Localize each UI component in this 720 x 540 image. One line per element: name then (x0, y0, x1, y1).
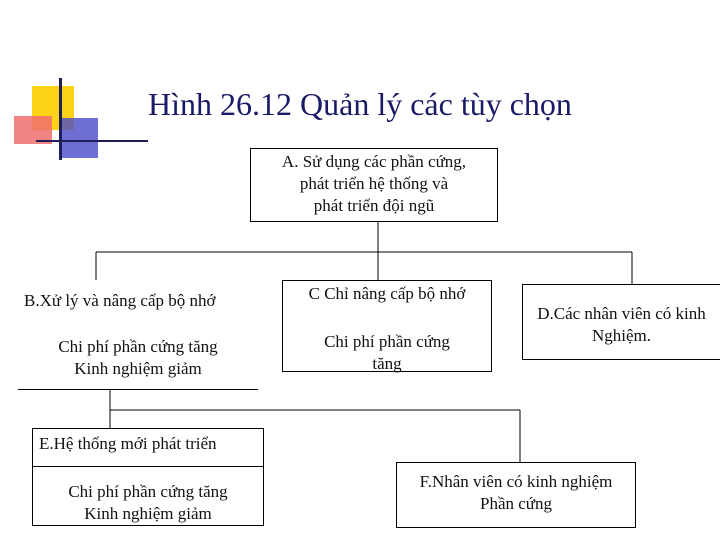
node-c (282, 280, 492, 372)
node-e-detail-line: Chi phí phần cứng tăng (68, 482, 228, 501)
page-title: Hình 26.12 Quản lý các tùy chọn (148, 86, 572, 122)
node-e-detail-line: Kinh nghiệm giảm (84, 504, 212, 523)
node-f-line: F.Nhân viên có kinh nghiệm (419, 472, 613, 491)
node-a-line: phát triển đội ngũ (313, 196, 435, 215)
node-b-detail-line: Chi phí phần cứng tăng (58, 337, 218, 356)
node-c-heading: C Chỉ nâng cấp bộ nhớ (308, 284, 466, 303)
node-b-frame (18, 280, 258, 390)
node-e (32, 428, 264, 526)
node-d-line: D.Các nhân viên có kinh (537, 304, 706, 323)
node-e-heading: E.Hệ thống mới phát triển (39, 434, 217, 453)
node-f-line: Phần cứng (479, 494, 552, 513)
node-c-detail-line: tăng (372, 354, 402, 373)
node-a-line: A. Sử dụng các phần cứng, (281, 152, 467, 171)
node-b-heading: B.Xử lý và nâng cấp bộ nhớ (24, 291, 216, 310)
node-d (522, 284, 720, 360)
node-e-divider (32, 466, 264, 467)
node-f (396, 462, 636, 528)
node-a (250, 148, 498, 222)
node-b-detail-line: Kinh nghiệm giảm (74, 359, 202, 378)
node-a-line: phát triển hệ thống và (299, 174, 449, 193)
node-c-detail-line: Chi phí phần cứng (324, 332, 450, 351)
node-d-line: Nghiệm. (591, 326, 652, 345)
